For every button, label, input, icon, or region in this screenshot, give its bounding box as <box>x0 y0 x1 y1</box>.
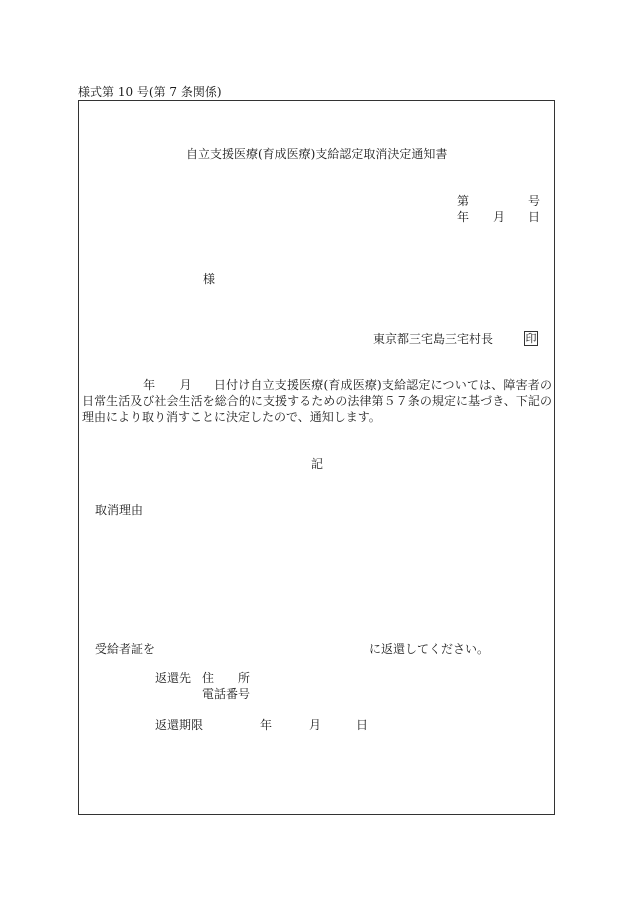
reason-label: 取消理由 <box>95 503 144 517</box>
paragraph-month: 月 <box>179 378 192 392</box>
date-year: 年 <box>457 210 470 224</box>
form-number: 様式第 10 号(第 7 条関係) <box>78 85 222 99</box>
seal-mark: 印 <box>525 332 537 345</box>
return-phone-label: 電話番号 <box>202 687 251 701</box>
return-destination-label: 返還先 <box>155 671 192 685</box>
return-deadline-label: 返還期限 <box>155 718 204 732</box>
issuer-name: 東京都三宅島三宅村長 <box>373 332 494 346</box>
paragraph-year: 年 <box>143 378 156 392</box>
deadline-year: 年 <box>260 718 273 732</box>
return-lead: 受給者証を <box>95 642 156 656</box>
document-title: 自立支援医療(育成医療)支給認定取消決定通知書 <box>186 147 448 161</box>
deadline-month: 月 <box>309 718 322 732</box>
doc-no-prefix: 第 <box>457 194 470 208</box>
deadline-day: 日 <box>356 718 369 732</box>
return-address-label: 住 所 <box>202 671 251 685</box>
addressee-suffix: 様 <box>203 272 216 286</box>
paragraph-text: 日付け自立支援医療(育成医療)支給認定については、障害者の日常生活及び社会生活を総合的に支援するための法律第５７条の規定に基づき、下記の理由により取り消すことに決定したので、通知します。 <box>82 378 552 424</box>
return-tail: に返還してください。 <box>369 642 490 656</box>
notice-paragraph <box>82 377 552 425</box>
date-month: 月 <box>493 210 506 224</box>
doc-no-suffix: 号 <box>528 194 541 208</box>
ki-heading: 記 <box>311 457 324 471</box>
date-day: 日 <box>528 210 541 224</box>
